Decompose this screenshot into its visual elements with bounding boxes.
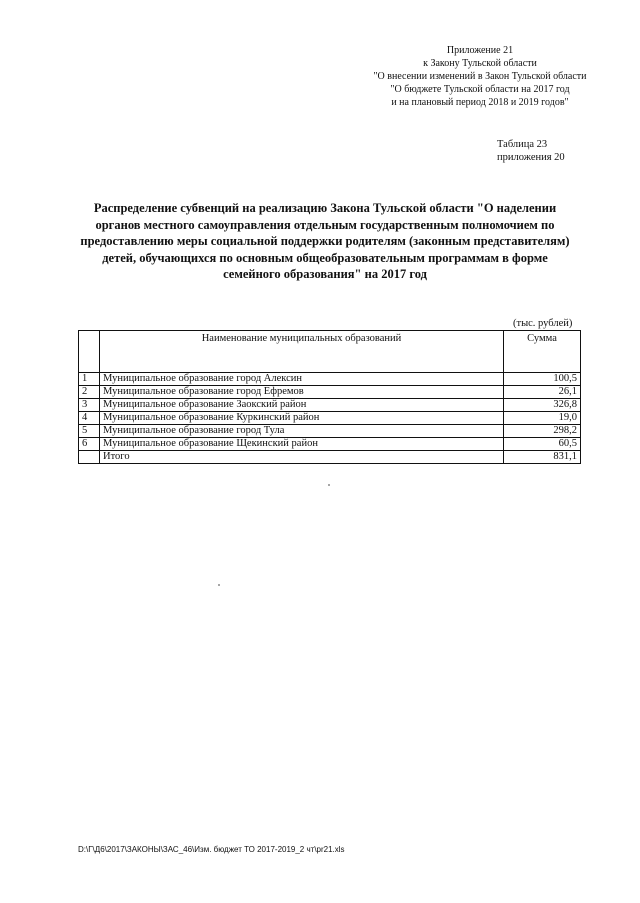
table-header-row [79,331,581,373]
scan-speck [328,484,330,486]
scan-speck [218,584,220,586]
appendix-header [330,44,630,109]
row-sum: 100,5 [504,373,581,386]
title-line: детей, обучающихся по основным общеобразовательным программам в форме [102,250,548,265]
table-number: Таблица 23 [497,139,548,150]
appendix-line: Приложение 21 [446,45,514,56]
appendix-line: и на плановый период 2018 и 2019 годов" [391,97,569,108]
title-line: предоставлению меры социальной поддержки родителям (законным представителям) [80,234,570,248]
table-appendix-ref: приложения 20 [497,152,565,163]
row-number: 6 [79,438,100,451]
total-number [79,451,100,464]
document-title [60,200,590,283]
unit-label: (тыс. рублей) [513,318,573,329]
row-number: 5 [79,425,100,438]
row-name: Муниципальное образование Щекинский район [100,438,504,451]
row-sum: 60,5 [504,438,581,451]
table-row [79,438,581,451]
title-line: органов местного самоуправления отдельным государственным полномочием по [95,217,555,232]
title-line: семейного образования" на 2017 год [223,267,427,281]
subsidy-table [78,330,581,464]
table-row [79,373,581,386]
table-row [79,399,581,412]
table-total-row [79,451,581,464]
header-name: Наименование муниципальных образований [100,331,504,373]
header-number [79,331,100,373]
row-number: 3 [79,399,100,412]
appendix-line: к Закону Тульской области [423,58,537,69]
table-reference [497,138,565,164]
row-sum: 298,2 [504,425,581,438]
row-number: 2 [79,386,100,399]
table-row [79,425,581,438]
total-label: Итого [100,451,504,464]
row-number: 4 [79,412,100,425]
row-name: Муниципальное образование Заокский район [100,399,504,412]
header-sum: Сумма [504,331,581,373]
row-sum: 326,8 [504,399,581,412]
row-sum: 19,0 [504,412,581,425]
table-row [79,412,581,425]
row-name: Муниципальное образование город Ефремов [100,386,504,399]
file-path-footer: D:\Г\Д6\2017\ЗАКОНЫ\ЗАС_46\Изм. бюджет ТО 2017-2019_2 чт\pr21.xls [78,845,345,854]
appendix-line: "О внесении изменений в Закон Тульской области [373,71,587,82]
row-name: Муниципальное образование Куркинский район [100,412,504,425]
row-number: 1 [79,373,100,386]
title-line: Распределение субвенций на реализацию Закона Тульской области "О наделении [93,201,557,215]
table-row [79,386,581,399]
row-name: Муниципальное образование город Алексин [100,373,504,386]
row-name: Муниципальное образование город Тула [100,425,504,438]
row-sum: 26,1 [504,386,581,399]
appendix-line: "О бюджете Тульской области на 2017 год [390,84,570,95]
total-sum: 831,1 [504,451,581,464]
